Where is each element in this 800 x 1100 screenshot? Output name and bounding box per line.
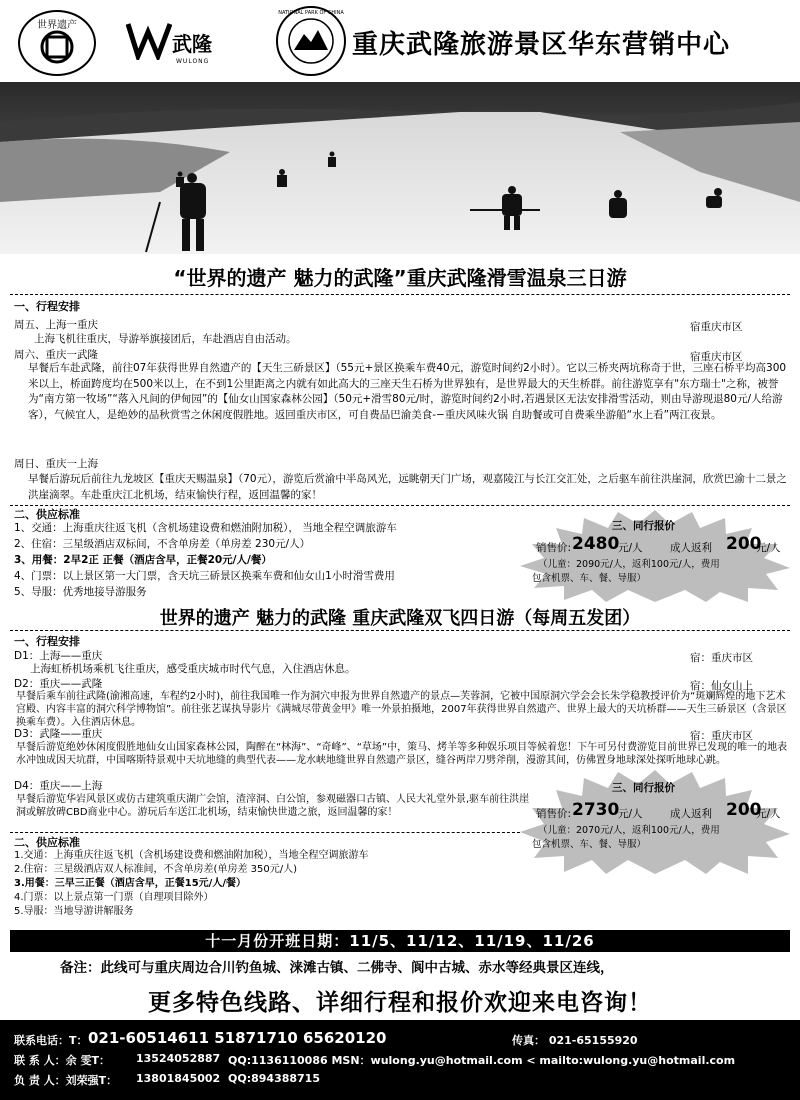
manager-qq[interactable]: QQ:894388715 — [228, 1072, 320, 1085]
divider — [10, 505, 790, 506]
tour2-rebate-label: 成人返利 — [670, 808, 712, 820]
tour2-day3-text: 早餐后游览绝妙休闲度假胜地仙女山国家森林公园，陶醉在“林海”、“奇峰”、“草场”中，策马、烤羊等多种娱乐项目等候着您！下午可另付费游览目前世界已发现的唯一的地表水冲蚀成因天坑群，中国喀斯特景观中天坑地缝的典型代表——龙水峡地缝世界自然遗产景区，缝谷两岸刀劈斧削，漫游其间，仿佛置身地球深处探听地球心跳。 — [16, 742, 788, 766]
tour1-supply-item: 2、住宿：三星级酒店双标间，不含单房差（单房差 230元/人） — [14, 538, 311, 550]
tour1-day1-stay: 宿重庆市区 — [690, 321, 743, 333]
contact-footer — [0, 1020, 800, 1100]
tour1-day1-text: 上海飞机往重庆，导游举旗接团后，车赴酒店自由活动。 — [34, 333, 297, 345]
tour2-day2-stay: 宿：仙女山上 — [690, 680, 753, 692]
header — [0, 0, 800, 82]
tour1-sale-unit: 元/人 — [618, 542, 643, 554]
tour1-child-note: （儿童：2090元/人，返利100元/人，费用 — [538, 559, 720, 570]
tour1-day2-text: 早餐后车赴武隆，前往07年获得世界自然遗产的【天生三硚景区】（55元+景区换乘车费40元，游览时间约2小时）。它以三桥夹两坑称奇于世，三座石桥平均高300米以上，桥面跨度均在500米以上，在不到1公里距离之内就有如此高大的三座天生石桥为世界独有，是世界最大的天生桥群。前往游览享有"东方瑞士"之称，被誉为“南方第一牧场”“落入凡间的伊甸园”的【仙女山国家森林公园】（50元+滑雪80元/时，游览时间约2小时,若遇景区无法安排滑雪活动，则由导游现退80元/人给游客），气候宜人，是绝妙的品秋赏雪之休闲度假胜地。返回重庆市区，可自费品巴渝美食-−重庆风味火锅 自助餐或可自费乘坐游船“水上看”两江夜景。 — [28, 362, 787, 421]
wulong-logo-subtext: WULONG — [176, 58, 210, 65]
tour2-day1-heading: D1：上海——重庆 — [14, 650, 103, 662]
tour2-rebate-unit: 元/人 — [756, 808, 781, 820]
wulong-logo-text: 武隆 — [172, 32, 212, 56]
tour1-title: “世界的遗产 魅力的武隆”重庆武隆滑雪温泉三日游 — [173, 266, 627, 290]
tour1-supply-item: 5、导服：优秀地接导游服务 — [14, 586, 147, 598]
slogan: 更多特色线路、详细行程和报价欢迎来电咨询！ — [148, 990, 652, 1016]
tour2-supply-item: 2.住宿：三星级酒店双人标准间，不含单房差(单房差 350元/人) — [14, 864, 297, 875]
tour2-supply-item: 4.门票：以上景点第一门票（自理项目除外） — [14, 892, 214, 903]
tour2-price-heading: 三、同行报价 — [612, 782, 675, 794]
ski-slope-illustration — [0, 82, 800, 254]
tour2-supply-item: 5.导服：当地导游讲解服务 — [14, 906, 134, 917]
tour1-rebate: 200 — [726, 534, 762, 554]
tour1-day3-text: 早餐后游玩后前往九龙坡区【重庆天赐温泉】（70元），游览后赏渝中半岛风光，远眺朝天门广场，观嘉陵江与长江交汇处，之后驱车前往洪崖洞，欣赏巴渝十二景之洪崖滴翠。车赴重庆江北机场，结束愉快行程，返回温馨的家！ — [28, 473, 787, 501]
tour2-price-box — [520, 770, 790, 874]
contact-qq-msn[interactable]: QQ:1136110086 MSN：wulong.yu@hotmail.com < mailto:wulong.yu@hotmail.com — [228, 1054, 736, 1067]
tour2-title: 世界的遗产 魅力的武隆 重庆武隆双飞四日游（每周五发团） — [159, 608, 641, 629]
tour2-sale-price: 2730 — [572, 800, 620, 820]
tour1-supply-heading: 二、供应标准 — [14, 508, 80, 521]
brand-title: 重庆武隆旅游景区华东营销中心 — [352, 30, 731, 60]
tour2-child-note-2: 包含机票、车、餐、导服） — [532, 839, 647, 850]
national-park-emblem-icon — [278, 8, 344, 74]
phone-numbers[interactable]: 021-60514611 51871710 65620120 — [88, 1029, 387, 1047]
tour2-supply-item: 1.交通：上海重庆往返飞机（含机场建设费和燃油附加税），当地全程空调旅游车 — [14, 850, 369, 861]
tour1-supply-item: 1、交通：上海重庆往返飞机（含机场建设费和燃油附加税）， 当地全程空调旅游车 — [14, 522, 397, 534]
tour2-sale-unit: 元/人 — [618, 808, 643, 820]
tour1-day2-heading: 周六、重庆一武隆 — [14, 349, 98, 361]
world-heritage-logo — [18, 10, 96, 76]
tour2-day1-stay: 宿：重庆市区 — [690, 652, 753, 664]
world-heritage-logo-text: 世界遗产 — [37, 20, 77, 31]
contact-phone[interactable]: 13524052887 — [136, 1052, 221, 1065]
tour1-sale-price: 2480 — [572, 534, 620, 554]
divider — [10, 832, 530, 833]
national-park-logo — [276, 6, 346, 76]
manager-phone[interactable]: 13801845002 — [136, 1072, 221, 1085]
tour1-child-note-2: 包含机票、车、餐、导服） — [532, 573, 647, 584]
tour2-itinerary-heading: 一、行程安排 — [14, 635, 80, 648]
tour1-itinerary-heading: 一、行程安排 — [14, 300, 80, 313]
divider — [10, 630, 790, 631]
tour1-day2-stay: 宿重庆市区 — [690, 351, 743, 363]
tour2-day4-text: 早餐后游览华岩风景区或仿古建筑重庆湖广会馆，渣滓洞、白公馆，参观磁器口古镇、人民大礼堂外景,驱车前往洪崖洞或解放碑CBD商业中心。游玩后车送江北机场，结束愉快世遗之旅，返回温馨的家！ — [16, 794, 530, 818]
tour2-day3-stay: 宿：重庆市区 — [690, 730, 753, 742]
dates-banner: 十一月份开班日期：11/5、11/12、11/19、11/26 — [10, 930, 790, 952]
tour1-price-heading: 三、同行报价 — [612, 520, 675, 532]
tour1-supply-item: 4、门票：以上景区第一大门票，含天坑三硚景区换乘车费和仙女山1小时滑雪费用 — [14, 570, 395, 582]
contact-label: 联 系 人：余 雯T： — [14, 1054, 110, 1067]
tour1-rebate-unit: 元/人 — [756, 542, 781, 554]
manager-label: 负 责 人：刘荣强T： — [14, 1074, 118, 1087]
tour1-rebate-label: 成人返利 — [670, 542, 712, 554]
tour2-day3-heading: D3：武隆——重庆 — [14, 728, 103, 740]
divider — [10, 294, 790, 295]
fax-number: 传真： 021-65155920 — [512, 1034, 638, 1047]
national-park-logo-text: NATIONAL PARK OF CHINA — [278, 10, 344, 16]
tour1-day3-heading: 周日、重庆一上海 — [14, 458, 98, 470]
tour2-child-note: （儿童：2070元/人，返利100元/人，费用 — [538, 825, 720, 836]
tour1-sale-label: 销售价: — [536, 542, 572, 554]
tour2-supply-item: 3.用餐：三早三正餐（酒店含早，正餐15元/人/餐） — [14, 878, 246, 889]
remark: 备注：此线可与重庆周边合川钓鱼城、涞滩古镇、二佛寺、阆中古城、赤水等经典景区连线， — [60, 960, 614, 976]
tour2-rebate: 200 — [726, 800, 762, 820]
wulong-logo — [126, 14, 236, 74]
phone-label: 联系电话：T： — [14, 1034, 88, 1047]
tour1-day1-heading: 周五、上海一重庆 — [14, 319, 98, 331]
tour2-day2-heading: D2：重庆——武隆 — [14, 678, 103, 690]
tour2-sale-label: 销售价: — [536, 808, 572, 820]
tour2-supply-heading: 二、供应标准 — [14, 836, 80, 849]
ski-slope-photo — [0, 82, 800, 254]
tour1-supply-item: 3、用餐：2早2正 正餐（酒店含早，正餐20元/人/餐） — [14, 554, 272, 566]
tour2-day2-text: 早餐后乘车前往武隆(渝湘高速，车程约2小时)，前往我国唯一作为洞穴申报为世界自然遗产的景点—芙蓉洞，它被中国原洞穴学会会长朱学稳教授评价为“斑斓辉煌的地下艺术宫殿、内容丰富的洞穴科学博物馆”。前往张艺谋执导影片《满城尽带黄金甲》唯一外景拍摄地，2007年获得世界自然遗产、世界上最大的天坑桥群——天生三硚景区（含景区换乘车费）。入住酒店休息。 — [16, 691, 787, 728]
wulong-w-icon — [126, 20, 172, 60]
tour2-day4-heading: D4：重庆——上海 — [14, 780, 103, 792]
heritage-emblem-icon — [37, 30, 77, 64]
tour2-day1-text: 上海虹桥机场乘机飞往重庆，感受重庆城市时代气息，入住酒店休息。 — [30, 663, 356, 675]
tour1-price-box — [520, 510, 790, 602]
